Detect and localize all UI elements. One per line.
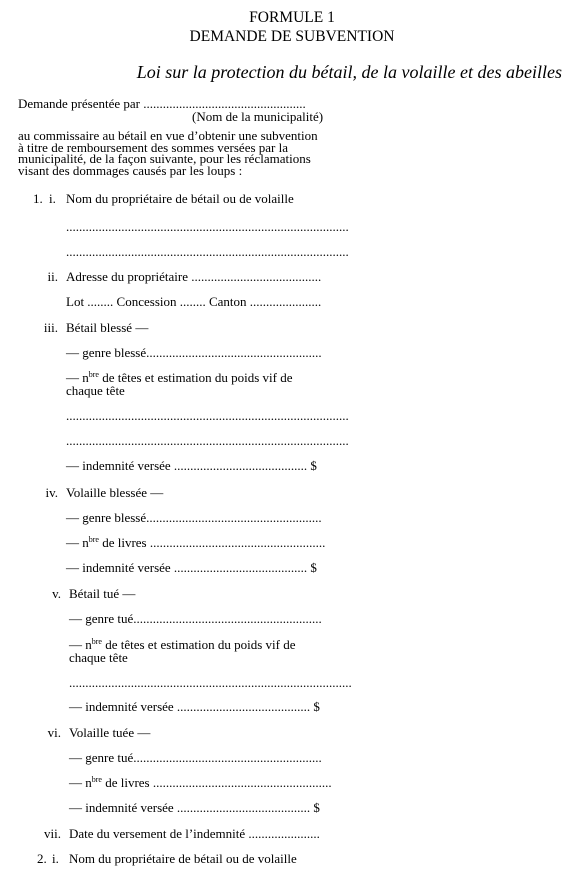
intro-line: municipalité, de la façon suivante, pour les réclamations <box>18 151 311 166</box>
injured-livestock-count-label: — $n^{bre}$ de têtes et estimation du poids vif de <box>66 370 293 385</box>
blank-line: ....................................................................................... <box>66 219 349 234</box>
item-iv-number: iv. <box>45 485 58 500</box>
presented-by-line: Demande présentée par .................................................. <box>18 96 306 111</box>
item-1-i-number: i. <box>49 191 56 206</box>
form-number: FORMULE 1 <box>249 9 335 26</box>
blank-line: ....................................................................................... <box>66 244 349 259</box>
injured-poultry-type-field: — genre blessé...................................................... <box>66 510 322 525</box>
item-v-label: Bétail tué — <box>69 586 136 601</box>
intro-line: au commissaire au bétail en vue d’obtenir une subvention <box>18 128 318 143</box>
item-iii-number: iii. <box>43 320 58 335</box>
intro-paragraph <box>18 130 318 176</box>
section-2-number: 2. <box>37 851 47 866</box>
injured-livestock-type-field: — genre blessé...................................................... <box>66 345 322 360</box>
item-v-number: v. <box>52 586 61 601</box>
item-iv-label: Volaille blessée — <box>66 485 164 500</box>
law-title: Loi sur la protection du bétail, de la volaille et des abeilles <box>136 62 562 82</box>
killed-livestock-count-label-line2: chaque tête <box>69 650 128 665</box>
blank-line: ....................................................................................... <box>69 675 352 690</box>
blank-line: ....................................................................................... <box>66 408 349 423</box>
item-2-i-number: i. <box>52 851 59 866</box>
killed-poultry-compensation-field: — indemnité versée ......................................... $ <box>69 800 320 815</box>
killed-poultry-pounds-field: — $n^{bre}$ de livres ....................................................... <box>69 775 332 790</box>
item-vi-label: Volaille tuée — <box>69 725 151 740</box>
item-2-i-label: Nom du propriétaire de bétail ou de volaille <box>69 851 297 866</box>
form-title: DEMANDE DE SUBVENTION <box>189 28 395 45</box>
killed-poultry-type-field: — genre tué.......................................................... <box>69 750 322 765</box>
compensation-date-field: Date du versement de l’indemnité ...................... <box>69 826 320 841</box>
item-ii-number: ii. <box>47 269 58 284</box>
lot-concession-canton-field: Lot ........ Concession ........ Canton ...................... <box>66 294 322 309</box>
item-1-i-label: Nom du propriétaire de bétail ou de volaille <box>66 191 294 206</box>
item-vii-number: vii. <box>44 826 61 841</box>
injured-poultry-compensation-field: — indemnité versée ......................................... $ <box>66 560 317 575</box>
killed-livestock-count-label: — $n^{bre}$ de têtes et estimation du poids vif de <box>69 637 296 652</box>
killed-livestock-type-field: — genre tué.......................................................... <box>69 611 322 626</box>
blank-line: ....................................................................................... <box>66 433 349 448</box>
intro-line: à titre de remboursement des sommes versées par la <box>18 139 289 155</box>
municipality-note: (Nom de la municipalité) <box>192 109 324 124</box>
intro-line: visant des dommages causés par les loups : <box>18 162 243 178</box>
killed-livestock-compensation-field: — indemnité versée ......................................... $ <box>69 699 320 714</box>
injured-poultry-pounds-field: — $n^{bre}$ de livres ...................................................... <box>66 535 326 550</box>
injured-livestock-count-label-line2: chaque tête <box>66 383 125 398</box>
section-1-number: 1. <box>33 191 43 206</box>
item-vi-number: vi. <box>47 725 61 740</box>
owner-address-field: Adresse du propriétaire ........................................ <box>66 269 322 284</box>
item-iii-label: Bétail blessé — <box>66 320 149 335</box>
injured-livestock-compensation-field: — indemnité versée ......................................... $ <box>66 458 317 473</box>
